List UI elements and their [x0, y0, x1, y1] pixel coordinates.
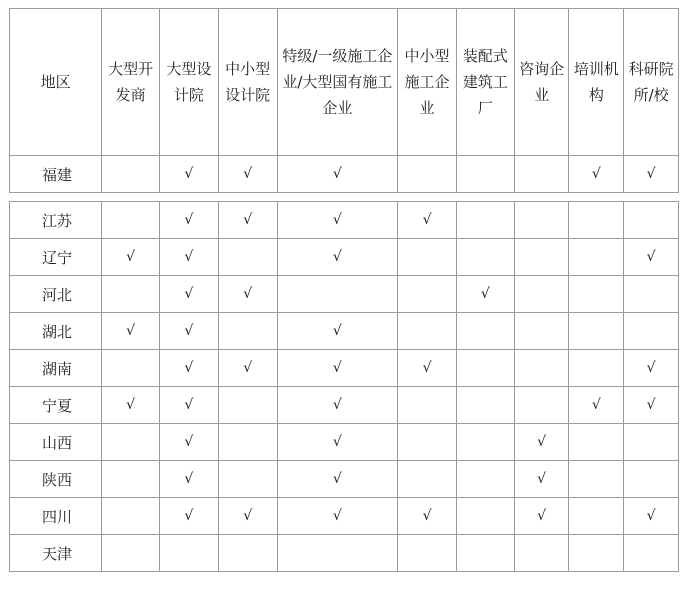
check-cell: [456, 387, 514, 424]
check-cell: √: [514, 498, 569, 535]
check-cell: [218, 387, 277, 424]
region-cell: 天津: [10, 535, 102, 572]
check-cell: [569, 239, 624, 276]
check-cell: √: [160, 461, 219, 498]
check-cell: √: [160, 202, 219, 239]
header-consulting: 咨询企业: [514, 9, 569, 156]
check-cell: [514, 156, 569, 193]
check-cell: [514, 202, 569, 239]
region-cell: 宁夏: [10, 387, 102, 424]
check-cell: √: [218, 350, 277, 387]
check-cell: √: [277, 202, 398, 239]
check-cell: [456, 461, 514, 498]
table-row: [10, 535, 679, 572]
check-cell: √: [277, 156, 398, 193]
check-cell: [102, 498, 160, 535]
check-cell: [624, 535, 679, 572]
table-row: [10, 156, 679, 193]
header-large-developer: 大型开发商: [102, 9, 160, 156]
table-row: [10, 239, 679, 276]
check-cell: [514, 535, 569, 572]
check-cell: [456, 498, 514, 535]
check-cell: √: [218, 156, 277, 193]
check-cell: √: [102, 313, 160, 350]
check-cell: √: [277, 461, 398, 498]
check-cell: √: [160, 424, 219, 461]
region-cell: 湖南: [10, 350, 102, 387]
check-cell: [102, 202, 160, 239]
header-prefab-factory: 装配式建筑工厂: [456, 9, 514, 156]
check-cell: [456, 156, 514, 193]
region-cell: 河北: [10, 276, 102, 313]
check-cell: [456, 350, 514, 387]
check-cell: [514, 239, 569, 276]
check-cell: [624, 276, 679, 313]
check-cell: [514, 276, 569, 313]
check-cell: [102, 156, 160, 193]
header-small-construction: 中小型施工企业: [398, 9, 457, 156]
check-cell: [569, 202, 624, 239]
row-gap-cell: [10, 193, 679, 202]
table-row: [10, 461, 679, 498]
region-cell: 福建: [10, 156, 102, 193]
region-cell: 山西: [10, 424, 102, 461]
check-cell: √: [624, 387, 679, 424]
row-gap: [10, 193, 679, 202]
check-cell: [624, 202, 679, 239]
check-cell: [218, 461, 277, 498]
check-cell: [569, 535, 624, 572]
check-cell: [398, 276, 457, 313]
check-cell: √: [277, 239, 398, 276]
check-cell: [102, 424, 160, 461]
region-cell: 陕西: [10, 461, 102, 498]
check-cell: √: [624, 498, 679, 535]
check-cell: √: [398, 202, 457, 239]
check-cell: [456, 313, 514, 350]
check-cell: [398, 387, 457, 424]
table-row: [10, 350, 679, 387]
check-cell: √: [102, 387, 160, 424]
check-cell: √: [218, 202, 277, 239]
region-table-container: [9, 8, 679, 572]
check-cell: [456, 239, 514, 276]
region-cell: 辽宁: [10, 239, 102, 276]
check-cell: [218, 313, 277, 350]
header-large-design-institute: 大型设计院: [160, 9, 219, 156]
check-cell: [569, 313, 624, 350]
check-cell: [218, 535, 277, 572]
region-enterprise-table: [9, 8, 679, 572]
check-cell: [398, 313, 457, 350]
table-row: [10, 202, 679, 239]
header-research: 科研院所/校: [624, 9, 679, 156]
check-cell: [569, 276, 624, 313]
check-cell: √: [277, 387, 398, 424]
check-cell: [569, 498, 624, 535]
check-cell: √: [277, 350, 398, 387]
check-cell: √: [398, 350, 457, 387]
check-cell: [569, 424, 624, 461]
table-row: [10, 424, 679, 461]
check-cell: [456, 202, 514, 239]
region-cell: 四川: [10, 498, 102, 535]
check-cell: [456, 535, 514, 572]
check-cell: [569, 350, 624, 387]
check-cell: √: [514, 461, 569, 498]
check-cell: [398, 461, 457, 498]
check-cell: [277, 276, 398, 313]
check-cell: √: [277, 498, 398, 535]
check-cell: [102, 276, 160, 313]
check-cell: √: [160, 239, 219, 276]
check-cell: √: [102, 239, 160, 276]
header-training: 培训机构: [569, 9, 624, 156]
check-cell: √: [160, 313, 219, 350]
check-cell: [569, 461, 624, 498]
check-cell: √: [456, 276, 514, 313]
check-cell: [102, 461, 160, 498]
table-body: [10, 156, 679, 572]
check-cell: [398, 535, 457, 572]
check-cell: [102, 350, 160, 387]
check-cell: [218, 424, 277, 461]
check-cell: [398, 239, 457, 276]
check-cell: [277, 535, 398, 572]
header-small-design-institute: 中小型设计院: [218, 9, 277, 156]
check-cell: [398, 156, 457, 193]
check-cell: √: [569, 156, 624, 193]
check-cell: √: [398, 498, 457, 535]
check-cell: [218, 239, 277, 276]
header-row: [10, 9, 679, 156]
region-cell: 湖北: [10, 313, 102, 350]
check-cell: [624, 313, 679, 350]
table-row: [10, 498, 679, 535]
header-top-construction: 特级/一级施工企业/大型国有施工企业: [277, 9, 398, 156]
check-cell: √: [624, 156, 679, 193]
table-row: [10, 276, 679, 313]
check-cell: [398, 424, 457, 461]
check-cell: √: [160, 387, 219, 424]
check-cell: [456, 424, 514, 461]
check-cell: √: [624, 239, 679, 276]
check-cell: √: [160, 276, 219, 313]
check-cell: √: [160, 156, 219, 193]
check-cell: [624, 424, 679, 461]
check-cell: [514, 350, 569, 387]
check-cell: [514, 313, 569, 350]
check-cell: [160, 535, 219, 572]
check-cell: √: [160, 350, 219, 387]
check-cell: √: [218, 276, 277, 313]
check-cell: √: [624, 350, 679, 387]
region-cell: 江苏: [10, 202, 102, 239]
table-row: [10, 313, 679, 350]
check-cell: √: [160, 498, 219, 535]
check-cell: √: [218, 498, 277, 535]
check-cell: [102, 535, 160, 572]
check-cell: √: [277, 424, 398, 461]
check-cell: [514, 387, 569, 424]
header-region: 地区: [10, 9, 102, 156]
table-row: [10, 387, 679, 424]
check-cell: [624, 461, 679, 498]
check-cell: √: [277, 313, 398, 350]
check-cell: √: [569, 387, 624, 424]
check-cell: √: [514, 424, 569, 461]
